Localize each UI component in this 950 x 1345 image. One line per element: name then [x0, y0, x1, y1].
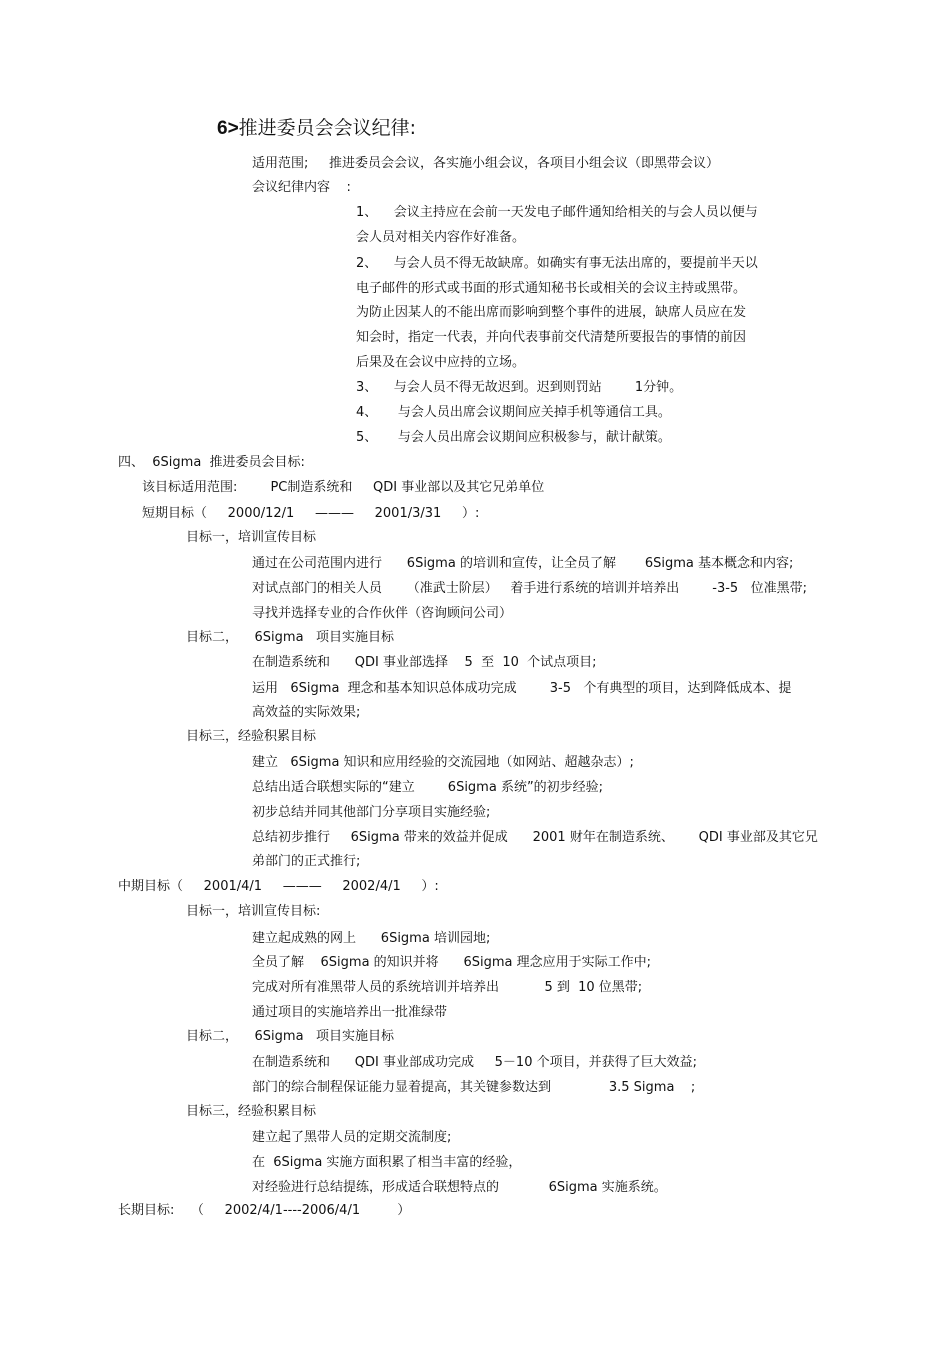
long-term-label: 长期目标: （ 2002/4/1----2006/4/1 ） — [118, 1203, 411, 1218]
goal-line: 高效益的实际效果; — [252, 705, 361, 720]
goal-line: 运用 6Sigma 理念和基本知识总体成功完成 3-5 个有典型的项目，达到降低成本、提 — [252, 681, 792, 696]
section-heading — [217, 116, 416, 141]
goal-line: 建立起了黑带人员的定期交流制度; — [252, 1130, 452, 1145]
short-goal1-label: 目标一，培训宣传目标 — [186, 530, 317, 545]
goal-line: 对试点部门的相关人员 （准武士阶层） 着手进行系统的培训并培养出 -3-5 位准黑带; — [252, 581, 807, 596]
goal-line: 在 6Sigma 实施方面积累了相当丰富的经验， — [252, 1155, 522, 1170]
rule-line: 1、 会议主持应在会前一天发电子邮件通知给相关的与会人员以便与 — [356, 205, 758, 220]
heading-title: 推进委员会会议纪律: — [238, 117, 417, 139]
goal-line: 建立 6Sigma 知识和应用经验的交流园地（如网站、超越杂志）; — [252, 755, 634, 770]
goal-line: 建立起成熟的网上 6Sigma 培训园地; — [252, 931, 491, 946]
rule-line: 5、 与会人员出席会议期间应积极参与，献计献策。 — [356, 430, 671, 445]
heading-number: 6> — [217, 118, 239, 139]
rule-line: 为防止因某人的不能出席而影响到整个事件的进展，缺席人员应在发 — [356, 305, 747, 320]
goal-line: 寻找并选择专业的合作伙伴（咨询顾问公司） — [252, 606, 513, 621]
short-term-label: 短期目标（ 2000/12/1 ——— 2001/3/31 ）: — [142, 506, 480, 521]
section4-title: 四、 6Sigma 推进委员会目标: — [118, 455, 305, 470]
goal-line: 通过在公司范围内进行 6Sigma 的培训和宣传，让全员了解 6Sigma 基本概念和内容; — [252, 556, 794, 571]
rule-line: 电子邮件的形式或书面的形式通知秘书长或相关的会议主持或黑带。 — [356, 281, 747, 296]
rules-scope: 适用范围; 推进委员会会议，各实施小组会议，各项目小组会议（即黑带会议） — [252, 156, 720, 171]
goal-line: 通过项目的实施培养出一批准绿带 — [252, 1005, 448, 1020]
rules-content-label: 会议纪律内容 : — [252, 180, 351, 195]
mid-term-label: 中期目标（ 2001/4/1 ——— 2002/4/1 ）: — [118, 879, 439, 894]
goal-line: 总结出适合联想实际的“建立 6Sigma 系统”的初步经验; — [252, 780, 604, 795]
goal-line: 部门的综合制程保证能力显着提高，其关键参数达到 3.5 Sigma ; — [252, 1080, 696, 1095]
rule-line: 2、 与会人员不得无故缺席。如确实有事无法出席的，要提前半天以 — [356, 256, 758, 271]
rule-line: 后果及在会议中应持的立场。 — [356, 355, 526, 370]
goal-line: 在制造系统和 QDI 事业部选择 5 至 10 个试点项目; — [252, 655, 597, 670]
section4-scope: 该目标适用范围: PC制造系统和 QDI 事业部以及其它兄弟单位 — [142, 480, 545, 495]
rule-line: 会人员对相关内容作好准备。 — [356, 230, 526, 245]
goal-line: 在制造系统和 QDI 事业部成功完成 5－10 个项目，并获得了巨大效益; — [252, 1055, 697, 1070]
goal-line: 弟部门的正式推行; — [252, 854, 361, 869]
goal-line: 全员了解 6Sigma 的知识并将 6Sigma 理念应用于实际工作中; — [252, 955, 652, 970]
rule-line: 4、 与会人员出席会议期间应关掉手机等通信工具。 — [356, 405, 671, 420]
rule-line: 知会时，指定一代表，并向代表事前交代清楚所要报告的事情的前因 — [356, 330, 747, 345]
mid-goal2-label: 目标二， 6Sigma 项目实施目标 — [186, 1029, 394, 1044]
goal-line: 总结初步推行 6Sigma 带来的效益并促成 2001 财年在制造系统、 QDI 事业部及其它兄 — [252, 830, 818, 845]
mid-goal3-label: 目标三，经验积累目标 — [186, 1104, 317, 1119]
rule-line: 3、 与会人员不得无故迟到。迟到则罚站 1分钟。 — [356, 380, 683, 395]
goal-line: 完成对所有准黑带人员的系统培训并培养出 5 到 10 位黑带; — [252, 980, 643, 995]
short-goal3-label: 目标三，经验积累目标 — [186, 729, 317, 744]
goal-line: 对经验进行总结提练，形成适合联想特点的 6Sigma 实施系统。 — [252, 1180, 667, 1195]
mid-goal1-label: 目标一，培训宣传目标: — [186, 904, 321, 919]
short-goal2-label: 目标二， 6Sigma 项目实施目标 — [186, 630, 394, 645]
goal-line: 初步总结并同其他部门分享项目实施经验; — [252, 805, 491, 820]
